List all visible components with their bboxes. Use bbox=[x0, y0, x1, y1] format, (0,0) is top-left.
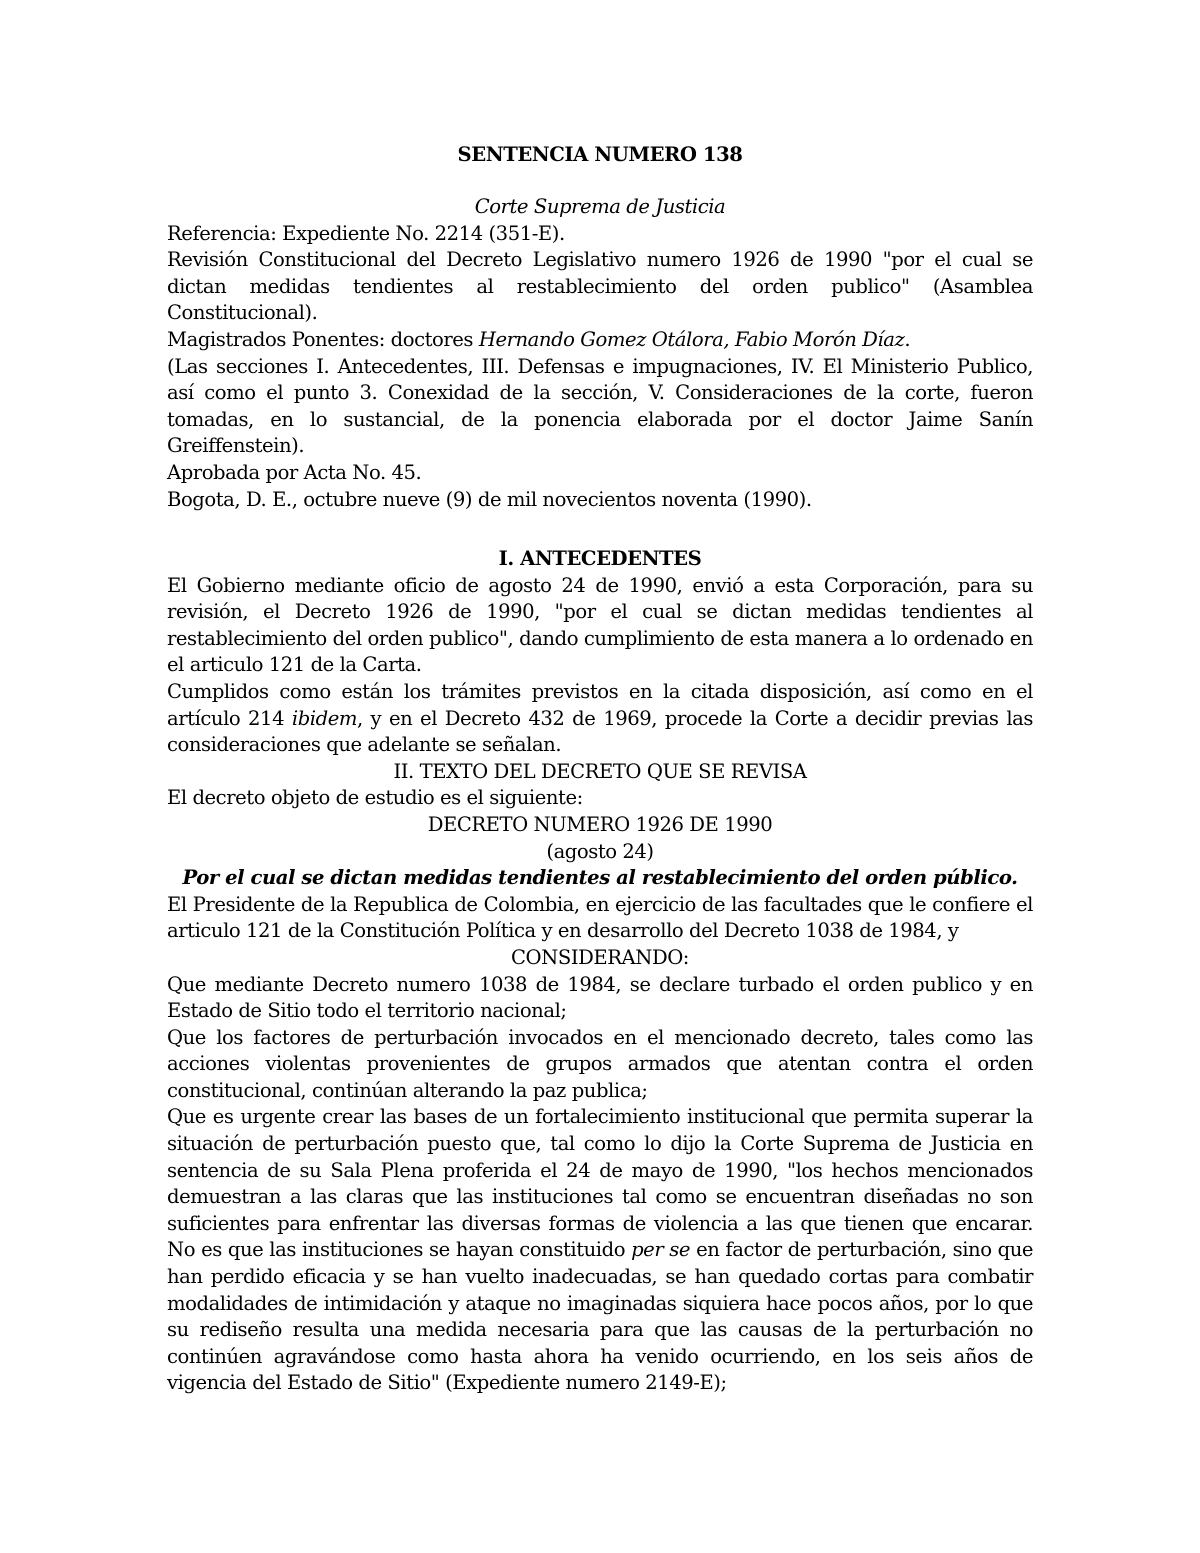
magistrados-suffix: . bbox=[904, 327, 911, 351]
antecedentes-p2-text-a: Cumplidos como están los trámites previstos en la citada disposición, así como en el artículo 214 bbox=[167, 679, 1033, 730]
antecedentes-heading: I. ANTECEDENTES bbox=[498, 547, 702, 570]
revision-paragraph: Revisión Constitucional del Decreto Legislativo numero 1926 de 1990 "por el cual se dictan medidas tendientes al restablecimiento del orden publico" (Asamblea Constitucional). bbox=[167, 248, 1033, 325]
fecha-line: Bogota, D. E., octubre nueve (9) de mil novecientos noventa (1990). bbox=[167, 487, 812, 511]
decreto-title: DECRETO NUMERO 1926 DE 1990 bbox=[427, 812, 773, 836]
antecedentes-p2-text-b: , y en el Decreto 432 de 1969, procede la Corte a decidir previas las consideraciones que adelante se señalan. bbox=[167, 706, 1033, 757]
presidente-paragraph: El Presidente de la Republica de Colombia, en ejercicio de las facultades que le confiere el articulo 121 de la Constitución Política y en desarrollo del Decreto 1038 de 1984, y bbox=[167, 892, 1033, 943]
per-se-text: per se bbox=[631, 1238, 691, 1262]
ibidem-text: ibidem bbox=[291, 706, 357, 730]
consid-3-text-b: en factor de perturbación, sino que han perdido eficacia y se han vuelto inadecuadas, se han quedado cortas para combatir modalidades de intimidación y ataque no imaginadas siquiera hace pocos años, por lo que su rediseño resulta una medida necesaria para que las causas de la perturbación no continúen agravándose como hasta ahora ha venido ocurriendo, en los seis años de vigencia del Estado de Sitio" (Expediente numero 2149-E); bbox=[167, 1238, 1034, 1395]
aprobada-line: Aprobada por Acta No. 45. bbox=[167, 460, 422, 484]
magistrados-prefix: Magistrados Ponentes: doctores bbox=[167, 327, 479, 351]
document-title: SENTENCIA NUMERO 138 bbox=[457, 143, 743, 166]
decreto-date: (agosto 24) bbox=[546, 839, 654, 863]
texto-intro: El decreto objeto de estudio es el siguiente: bbox=[167, 786, 583, 810]
antecedentes-paragraph-1: El Gobierno mediante oficio de agosto 24 de 1990, envió a esta Corporación, para su revisión, el Decreto 1926 de 1990, "por el cual se dictan medidas tendientes al restablecimiento del orden publico", dando cumplimiento de esta manera a lo ordenado en el articulo 121 de la Carta. bbox=[167, 573, 1033, 677]
magistrados-line bbox=[167, 327, 1033, 354]
decreto-subject: Por el cual se dictan medidas tendientes al restablecimiento del orden público. bbox=[182, 866, 1018, 890]
considerando-paragraph-1: Que mediante Decreto numero 1038 de 1984, se declare turbado el orden publico y en Estado de Sitio todo el territorio nacional; bbox=[167, 972, 1033, 1023]
secciones-note: (Las secciones I. Antecedentes, III. Defensas e impugnaciones, IV. El Ministerio Publico, así como el punto 3. Conexidad de la sección, V. Consideraciones de la corte, fueron tomadas, en lo sustancial, de la ponencia elaborada por el doctor Jaime Sanín Greiffenstein). bbox=[167, 354, 1033, 458]
header-section bbox=[167, 194, 1033, 513]
texto-heading: II. TEXTO DEL DECRETO QUE SE REVISA bbox=[393, 759, 807, 783]
considerando-paragraph-2: Que los factores de perturbación invocados en el mencionado decreto, tales como las acciones violentas provenientes de grupos armados que atentan contra el orden constitucional, continúan alterando la paz publica; bbox=[167, 1025, 1033, 1102]
consid-3-text-a: Que es urgente crear las bases de un fortalecimiento institucional que permita superar la situación de perturbación puesto que, tal como lo dijo la Corte Suprema de Justicia en sentencia de su Sala Plena proferida el 24 de mayo de 1990, "los hechos mencionados demuestran a las claras que las instituciones tal como se encuentran diseñadas no son suficientes para enfrentar las diversas formas de violencia a las que tienen que encarar. No es que las instituciones se hayan constituido bbox=[167, 1105, 1033, 1262]
considerando-paragraph-3 bbox=[167, 1104, 1033, 1397]
considerando-heading: CONSIDERANDO: bbox=[511, 945, 689, 969]
court-name: Corte Suprema de Justicia bbox=[474, 195, 726, 218]
magistrados-names: Hernando Gomez Otálora, Fabio Morón Díaz bbox=[478, 327, 905, 351]
antecedentes-section bbox=[167, 546, 1033, 1397]
referencia-line: Referencia: Expediente No. 2214 (351-E). bbox=[167, 221, 565, 245]
antecedentes-paragraph-2 bbox=[167, 679, 1033, 759]
